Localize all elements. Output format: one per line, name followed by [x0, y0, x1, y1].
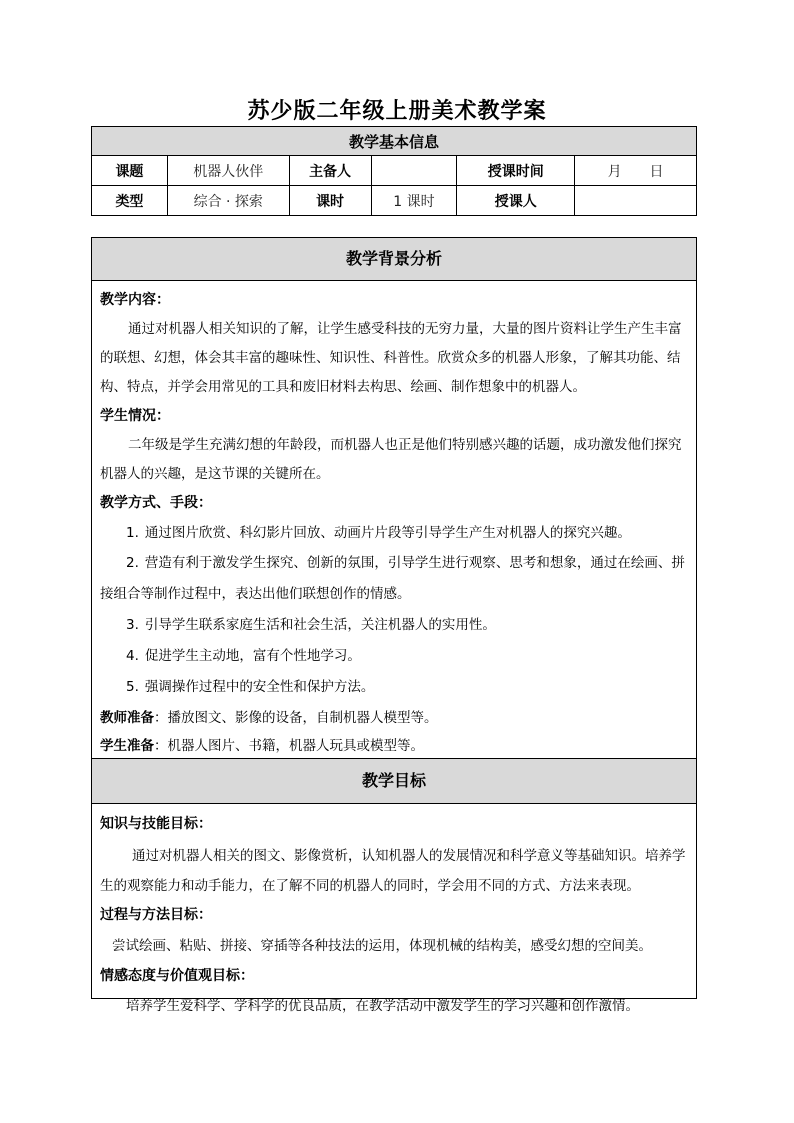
- type-label: 类型: [92, 186, 168, 216]
- student-prep-label: 学生准备: [100, 738, 154, 754]
- basic-info-table: [91, 126, 697, 216]
- method-item: [100, 610, 688, 641]
- knowledge-goal-title: 知识与技能目标：: [100, 816, 212, 832]
- topic-value: 机器人伙伴: [167, 156, 289, 186]
- teacher-prep: [100, 703, 688, 734]
- method-item: [100, 548, 688, 610]
- document-title: 苏少版二年级上册美术教学案: [247, 98, 547, 124]
- students-title: 学生情况：: [100, 408, 170, 424]
- process-goal-text: 尝试绘画、粘贴、拼接、穿插等各种技法的运用，体现机械的结构美，感受幻想的空间美。: [112, 938, 652, 954]
- method-text: 引导学生联系家庭生活和社会生活，关注机器人的实用性。: [144, 617, 496, 633]
- emotion-goal-text: 培养学生爱科学、学科学的优良品质，在教学活动中激发学生的学习兴趣和创作激情。: [126, 998, 639, 1014]
- students-text: 二年级是学生充满幻想的年龄段，而机器人也正是他们特别感兴趣的话题，成功激发他们探究机器人的兴趣，是这节课的关键所在。: [100, 437, 682, 482]
- background-body: [92, 281, 696, 758]
- method-item: [100, 518, 688, 548]
- lesson-time-value: 月 日: [575, 156, 697, 186]
- method-number: 5.: [126, 679, 139, 695]
- preparer-value: [371, 156, 457, 186]
- method-number: 1.: [126, 525, 139, 541]
- content-text: 通过对机器人相关知识的了解，让学生感受科技的无穷力量，大量的图片资料让学生产生丰富的联想、幻想，体会其丰富的趣味性、知识性、科普性。欣赏众多的机器人形象，了解其功能、结构、特点，并学会用常见的工具和废旧材料去构思、绘画、制作想象中的机器人。: [100, 321, 682, 395]
- preparer-label: 主备人: [289, 156, 371, 186]
- method-text: 通过图片欣赏、科幻影片回放、动画片片段等引导学生产生对机器人的探究兴趣。: [144, 525, 631, 541]
- method-number: 3.: [126, 617, 139, 633]
- teacher-prep-text: ：播放图文、影像的设备，自制机器人模型等。: [154, 710, 438, 726]
- process-goal-title: 过程与方法目标：: [100, 907, 212, 923]
- basic-info-header: 教学基本信息: [92, 127, 697, 156]
- goals-header: 教学目标: [92, 758, 696, 804]
- student-prep: [100, 734, 688, 758]
- method-text: 营造有利于激发学生探究、创新的氛围，引导学生进行观察、思考和想象，通过在绘画、拼接组合等制作过程中，表达出他们联想创作的情感。: [100, 555, 685, 602]
- period-label: 课时: [289, 186, 371, 216]
- lesson-time-label: 授课时间: [457, 156, 575, 186]
- lecturer-value: [575, 186, 697, 216]
- topic-label: 课题: [92, 156, 168, 186]
- method-number: 2.: [126, 555, 139, 571]
- goals-body: [92, 804, 696, 1021]
- method-number: 4.: [126, 648, 139, 664]
- lesson-analysis-box: [91, 237, 697, 1014]
- method-text: 促进学生主动地，富有个性地学习。: [144, 648, 361, 664]
- teacher-prep-label: 教师准备: [100, 710, 154, 726]
- methods-title: 教学方式、手段：: [100, 495, 212, 511]
- background-header: 教学背景分析: [92, 238, 696, 281]
- period-value: 1 课时: [371, 186, 457, 216]
- lecturer-label: 授课人: [457, 186, 575, 216]
- method-item: [100, 672, 688, 703]
- method-item: [100, 641, 688, 672]
- type-value: 综合 · 探索: [167, 186, 289, 216]
- emotion-goal-title: 情感态度与价值观目标：: [100, 968, 254, 984]
- student-prep-text: ：机器人图片、书籍，机器人玩具或模型等。: [154, 738, 424, 754]
- method-text: 强调操作过程中的安全性和保护方法。: [144, 679, 375, 695]
- content-title: 教学内容：: [100, 292, 170, 308]
- knowledge-goal-text: 通过对机器人相关的图文、影像赏析，认知机器人的发展情况和科学意义等基础知识。培养学生的观察能力和动手能力，在了解不同的机器人的同时，学会用不同的方式、方法来表现。: [100, 848, 686, 894]
